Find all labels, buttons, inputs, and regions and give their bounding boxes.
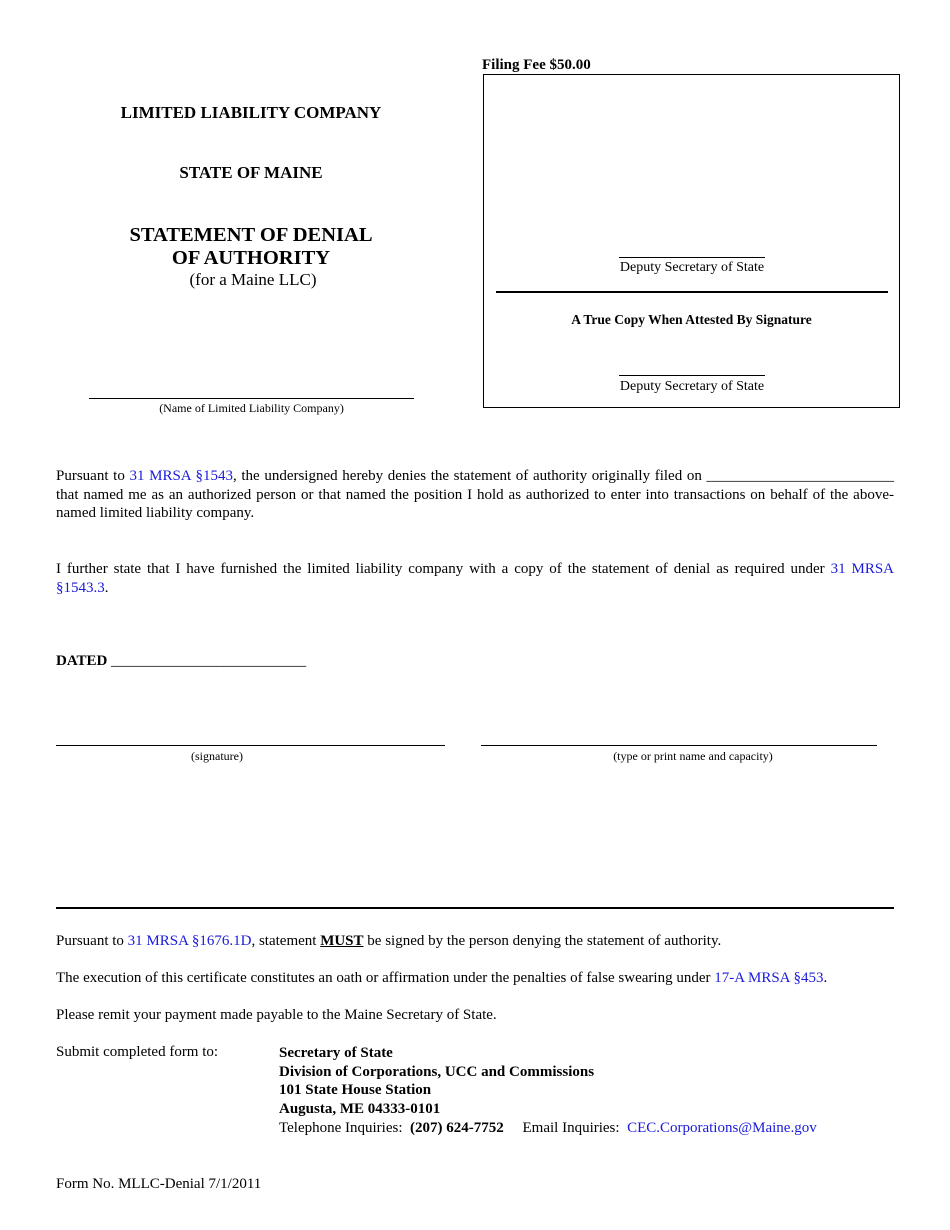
furnished-paragraph: [56, 560, 894, 597]
form-title: [56, 224, 446, 270]
name-capacity-caption: (type or print name and capacity): [613, 749, 773, 763]
company-name-caption: (Name of Limited Liability Company): [159, 401, 344, 415]
dated-row: [56, 653, 306, 670]
address-line-1: Secretary of State: [279, 1045, 393, 1061]
address-line-4: Augusta, ME 04333-0101: [279, 1101, 441, 1118]
form-title-line2: OF AUTHORITY: [171, 247, 331, 269]
statute-link-1543-3[interactable]: 31 MRSA §1543.3: [56, 561, 894, 596]
statute-link-1676[interactable]: 31 MRSA §1676.1D: [127, 933, 252, 949]
signature-caption: (signature): [191, 749, 243, 763]
deputy-label-1: Deputy Secretary of State: [619, 260, 765, 275]
f1-end: be signed by the person denying the statement of authority.: [363, 933, 722, 949]
contact-line: [279, 1119, 817, 1138]
signature-line[interactable]: [56, 745, 445, 746]
must-emphasis: MUST: [320, 933, 364, 949]
oath-note: [56, 970, 827, 987]
p1-prefix: Pursuant to: [56, 468, 130, 484]
p1-text: , the undersigned hereby denies the statement of authority originally filed on: [232, 468, 707, 484]
telephone-label: Telephone Inquiries:: [279, 1119, 403, 1136]
denial-paragraph: [56, 467, 894, 523]
email-label: Email Inquiries:: [522, 1119, 620, 1136]
payment-note: Please remit your payment made payable to the Maine Secretary of State.: [56, 1007, 497, 1023]
statute-link-1543[interactable]: 31 MRSA §1543: [129, 468, 233, 484]
address-line-3: 101 State House Station: [279, 1082, 432, 1099]
stamp-divider: [496, 291, 888, 293]
f1-prefix: Pursuant to: [56, 933, 128, 949]
company-type-heading: LIMITED LIABILITY COMPANY: [120, 103, 382, 122]
p1-text2: that named me as an authorized person or that named the position I hold as authorized to enter into transactions on behalf of the above-named limited liability company.: [56, 486, 894, 521]
form-subtitle: (for a Maine LLC): [189, 270, 317, 289]
f2-text: The execution of this certificate constitutes an oath or affirmation under the penalties of false swearing under: [56, 970, 715, 986]
f2-end: .: [823, 970, 828, 986]
statute-link-453[interactable]: 17-A MRSA §453: [714, 970, 824, 986]
f1-mid: , statement: [251, 933, 321, 949]
mailing-address: [279, 1044, 817, 1138]
deputy-label-2: Deputy Secretary of State: [619, 379, 765, 394]
p2-text: I further state that I have furnished the limited liability company with a copy of the statement of denial as required under: [56, 561, 831, 577]
deputy-signature-line-2: [619, 375, 765, 376]
p2-end: .: [104, 579, 109, 596]
form-title-line1: STATEMENT OF DENIAL: [129, 224, 373, 246]
address-line-2: Division of Corporations, UCC and Commissions: [279, 1063, 595, 1080]
deputy-signature-line-1: [619, 257, 765, 258]
name-capacity-line[interactable]: [481, 745, 877, 746]
true-copy-label: A True Copy When Attested By Signature: [571, 312, 812, 327]
state-heading: STATE OF MAINE: [179, 163, 323, 182]
filing-stamp-box: [483, 74, 900, 408]
email-link[interactable]: CEC.Corporations@Maine.gov: [627, 1119, 817, 1136]
telephone-number: (207) 624-7752: [410, 1119, 504, 1136]
footer-divider: [56, 907, 894, 909]
submit-label: Submit completed form to:: [56, 1044, 219, 1060]
company-name-line[interactable]: [89, 398, 414, 399]
signing-requirement-note: [56, 933, 721, 950]
original-filing-date-blank[interactable]: _________________________: [706, 468, 894, 484]
form-number: Form No. MLLC-Denial 7/1/2011: [56, 1176, 262, 1192]
dated-label: DATED: [56, 653, 108, 669]
dated-blank[interactable]: __________________________: [111, 653, 307, 669]
filing-fee: Filing Fee $50.00: [482, 57, 591, 73]
